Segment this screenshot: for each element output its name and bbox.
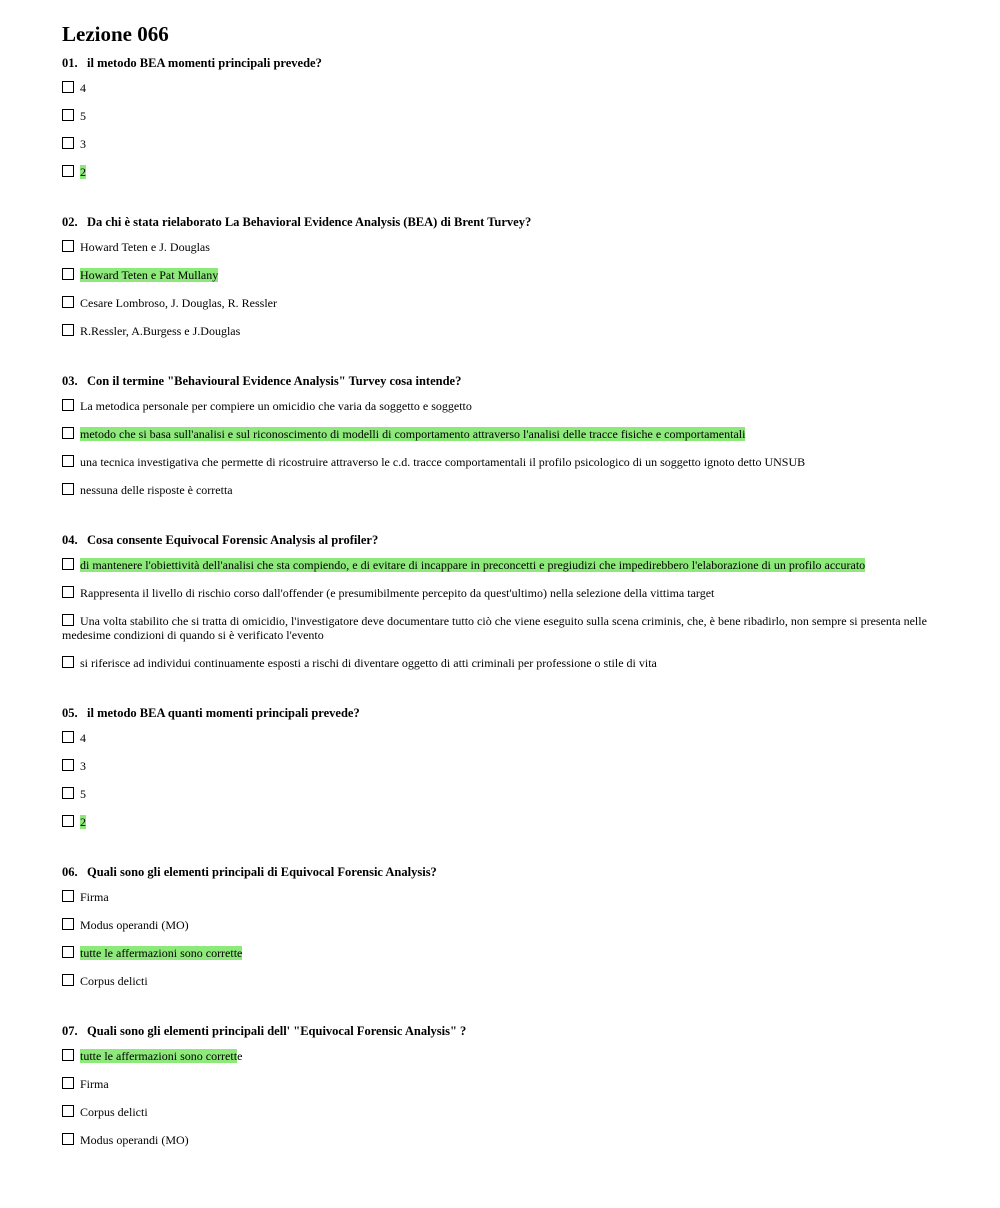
question-heading <box>62 532 942 548</box>
checkbox[interactable] <box>62 1077 74 1089</box>
correct-answer-text: tutte le affermazioni sono corrette <box>80 946 243 960</box>
answer-option[interactable] <box>62 656 942 670</box>
answer-option[interactable] <box>62 614 942 642</box>
answer-text: La metodica personale per compiere un omicidio che varia da soggetto e soggetto <box>80 399 472 413</box>
question-heading <box>62 55 942 71</box>
question-block <box>62 352 942 497</box>
checkbox[interactable] <box>62 455 74 467</box>
question-heading <box>62 705 942 721</box>
answer-option[interactable] <box>62 1133 942 1147</box>
checkbox[interactable] <box>62 296 74 308</box>
answer-text: Firma <box>80 890 109 904</box>
checkbox[interactable] <box>62 974 74 986</box>
answer-text: 4 <box>80 731 86 745</box>
checkbox[interactable] <box>62 324 74 336</box>
checkbox[interactable] <box>62 918 74 930</box>
checkbox[interactable] <box>62 268 74 280</box>
checkbox[interactable] <box>62 614 74 626</box>
answer-option[interactable] <box>62 427 942 441</box>
checkbox[interactable] <box>62 759 74 771</box>
question-spacer <box>62 352 942 364</box>
answer-option[interactable] <box>62 296 942 310</box>
answer-option[interactable] <box>62 558 942 572</box>
correct-answer-text: Howard Teten e Pat Mullany <box>80 268 219 282</box>
checkbox[interactable] <box>62 656 74 668</box>
answer-option[interactable] <box>62 946 942 960</box>
checkbox[interactable] <box>62 165 74 177</box>
question-text: il metodo BEA quanti momenti principali prevede? <box>87 706 360 720</box>
answer-text: Modus operandi (MO) <box>80 1133 189 1147</box>
answer-text: Rappresenta il livello di rischio corso dall'offender (e presumibilmente percepito da quest'ultimo) nella selezione della vittima target <box>80 586 715 600</box>
checkbox[interactable] <box>62 558 74 570</box>
answer-option[interactable] <box>62 759 942 773</box>
checkbox[interactable] <box>62 137 74 149</box>
answer-option[interactable] <box>62 731 942 745</box>
checkbox[interactable] <box>62 1049 74 1061</box>
checkbox[interactable] <box>62 81 74 93</box>
answer-option[interactable] <box>62 81 942 95</box>
question-spacer <box>62 684 942 696</box>
question-heading <box>62 864 942 880</box>
document-page <box>62 22 942 1161</box>
answer-option[interactable] <box>62 586 942 600</box>
checkbox[interactable] <box>62 890 74 902</box>
answer-text: 3 <box>80 759 86 773</box>
question-number: 02. <box>62 215 78 229</box>
answer-text: Corpus delicti <box>80 1105 148 1119</box>
answer-text: Firma <box>80 1077 109 1091</box>
answer-text: 3 <box>80 137 86 151</box>
answer-option[interactable] <box>62 399 942 413</box>
question-spacer <box>62 193 942 205</box>
answer-text: Cesare Lombroso, J. Douglas, R. Ressler <box>80 296 277 310</box>
correct-answer-text: 2 <box>80 165 86 179</box>
question-number: 04. <box>62 533 78 547</box>
checkbox[interactable] <box>62 109 74 121</box>
question-number: 06. <box>62 865 78 879</box>
question-text: il metodo BEA momenti principali prevede? <box>87 56 322 70</box>
answer-text: si riferisce ad individui continuamente esposti a rischi di diventare oggetto di atti criminali per professione o stile di vita <box>80 656 657 670</box>
checkbox[interactable] <box>62 946 74 958</box>
answer-text-suffix: e <box>237 1049 243 1063</box>
question-heading <box>62 214 942 230</box>
correct-answer-text: tutte le affermazioni sono corrett <box>80 1049 238 1063</box>
answer-option[interactable] <box>62 165 942 179</box>
question-block <box>62 1002 942 1147</box>
answer-option[interactable] <box>62 890 942 904</box>
checkbox[interactable] <box>62 1133 74 1145</box>
checkbox[interactable] <box>62 731 74 743</box>
question-heading <box>62 1023 942 1039</box>
correct-answer-text: di mantenere l'obiettività dell'analisi che sta compiendo, e di evitare di incappare in preconcetti e pregiudizi che impedirebbero l'elaborazione di un profilo accurato <box>80 558 866 572</box>
question-text: Con il termine "Behavioural Evidence Analysis" Turvey cosa intende? <box>87 374 462 388</box>
answer-option[interactable] <box>62 787 942 801</box>
answer-text: R.Ressler, A.Burgess e J.Douglas <box>80 324 241 338</box>
answer-text: Modus operandi (MO) <box>80 918 189 932</box>
answer-text: nessuna delle risposte è corretta <box>80 483 233 497</box>
question-text: Quali sono gli elementi principali dell' "Equivocal Forensic Analysis" ? <box>87 1024 467 1038</box>
question-block <box>62 55 942 179</box>
checkbox[interactable] <box>62 1105 74 1117</box>
answer-option[interactable] <box>62 815 942 829</box>
answer-text: una tecnica investigativa che permette di ricostruire attraverso le c.d. tracce comportamentali il profilo psicologico di un soggetto ignoto detto UNSUB <box>80 455 806 469</box>
checkbox[interactable] <box>62 787 74 799</box>
answer-option[interactable] <box>62 1049 942 1063</box>
answer-option[interactable] <box>62 455 942 469</box>
answer-text: 5 <box>80 787 86 801</box>
checkbox[interactable] <box>62 240 74 252</box>
answer-option[interactable] <box>62 483 942 497</box>
checkbox[interactable] <box>62 815 74 827</box>
question-text: Da chi è stata rielaborato La Behavioral Evidence Analysis (BEA) di Brent Turvey? <box>87 215 532 229</box>
answer-option[interactable] <box>62 1077 942 1091</box>
answer-text: Corpus delicti <box>80 974 148 988</box>
question-heading <box>62 373 942 389</box>
answer-text: 4 <box>80 81 86 95</box>
checkbox[interactable] <box>62 483 74 495</box>
answer-text: Una volta stabilito che si tratta di omicidio, l'investigatore deve documentare tutto ciò che viene eseguito sulla scena criminis, che, è bene ribadirlo, non sempre si presenta nelle medesime condizioni di quando si è verificato l'evento <box>62 614 927 642</box>
question-block <box>62 684 942 829</box>
lesson-title: Lezione 066 <box>62 22 169 46</box>
answer-text: 5 <box>80 109 86 123</box>
correct-answer-text: metodo che si basa sull'analisi e sul riconoscimento di modelli di comportamento attraverso l'analisi delle tracce fisiche e comportamentali <box>80 427 746 441</box>
question-number: 03. <box>62 374 78 388</box>
answer-option[interactable] <box>62 137 942 151</box>
answer-option[interactable] <box>62 324 942 338</box>
question-number: 05. <box>62 706 78 720</box>
checkbox[interactable] <box>62 399 74 411</box>
checkbox[interactable] <box>62 427 74 439</box>
question-block <box>62 511 942 670</box>
correct-answer-text: 2 <box>80 815 86 829</box>
question-block <box>62 843 942 988</box>
answer-option[interactable] <box>62 918 942 932</box>
answer-option[interactable] <box>62 109 942 123</box>
question-spacer <box>62 511 942 523</box>
answer-option[interactable] <box>62 1105 942 1119</box>
answer-option[interactable] <box>62 240 942 254</box>
question-spacer <box>62 843 942 855</box>
question-text: Quali sono gli elementi principali di Equivocal Forensic Analysis? <box>87 865 437 879</box>
question-list <box>62 55 942 1147</box>
checkbox[interactable] <box>62 586 74 598</box>
answer-text: Howard Teten e J. Douglas <box>80 240 210 254</box>
question-block <box>62 193 942 338</box>
question-number: 07. <box>62 1024 78 1038</box>
question-spacer <box>62 1002 942 1014</box>
question-text: Cosa consente Equivocal Forensic Analysis al profiler? <box>87 533 379 547</box>
question-number: 01. <box>62 56 78 70</box>
answer-option[interactable] <box>62 268 942 282</box>
answer-option[interactable] <box>62 974 942 988</box>
